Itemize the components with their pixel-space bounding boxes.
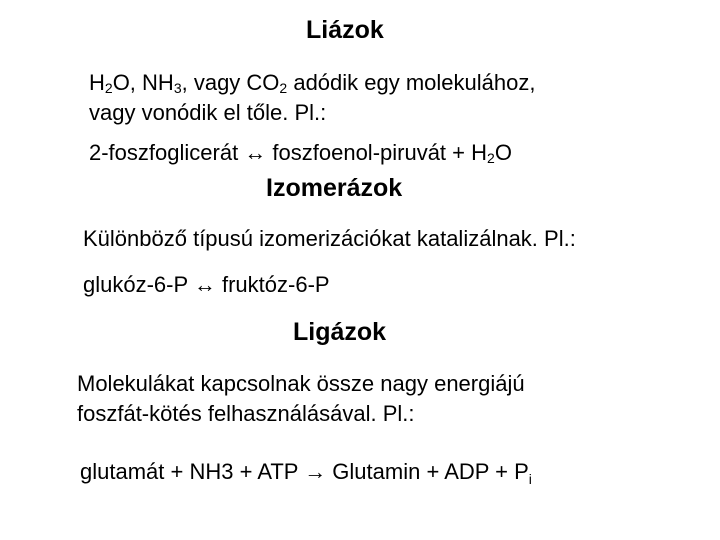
izomerazok-description: Különböző típusú izomerizációkat katalizálnak. Pl.: [83, 226, 576, 251]
liazok-title: Liázok [306, 16, 384, 44]
ligazok-description [77, 369, 525, 429]
liazok-description-line-2: vagy vonódik el tőle. Pl.: [89, 100, 327, 125]
liazok-description-line-1: $H_2O$, $NH_3$, vagy $CO_2$ adódik egy molekulához, [89, 70, 536, 96]
izomerazok-title: Izomerázok [266, 174, 403, 202]
izomerazok-example: glukóz-6-P ↔ fruktóz-6-P [83, 272, 330, 297]
ligazok-description-line-1: Molekulákat kapcsolnak össze nagy energiájú [77, 371, 525, 396]
liazok-description [89, 68, 535, 128]
ligazok-description-line-2: foszfát-kötés felhasználásával. Pl.: [77, 401, 415, 426]
liazok-example: 2-foszfoglicerát ↔ foszfoenol-piruvát + $H_2O$ [89, 140, 512, 166]
ligazok-title: Ligázok [293, 318, 387, 346]
ligazok-example: glutamát + NH3 + ATP → Glutamin + ADP + $P_i$ [80, 459, 532, 487]
